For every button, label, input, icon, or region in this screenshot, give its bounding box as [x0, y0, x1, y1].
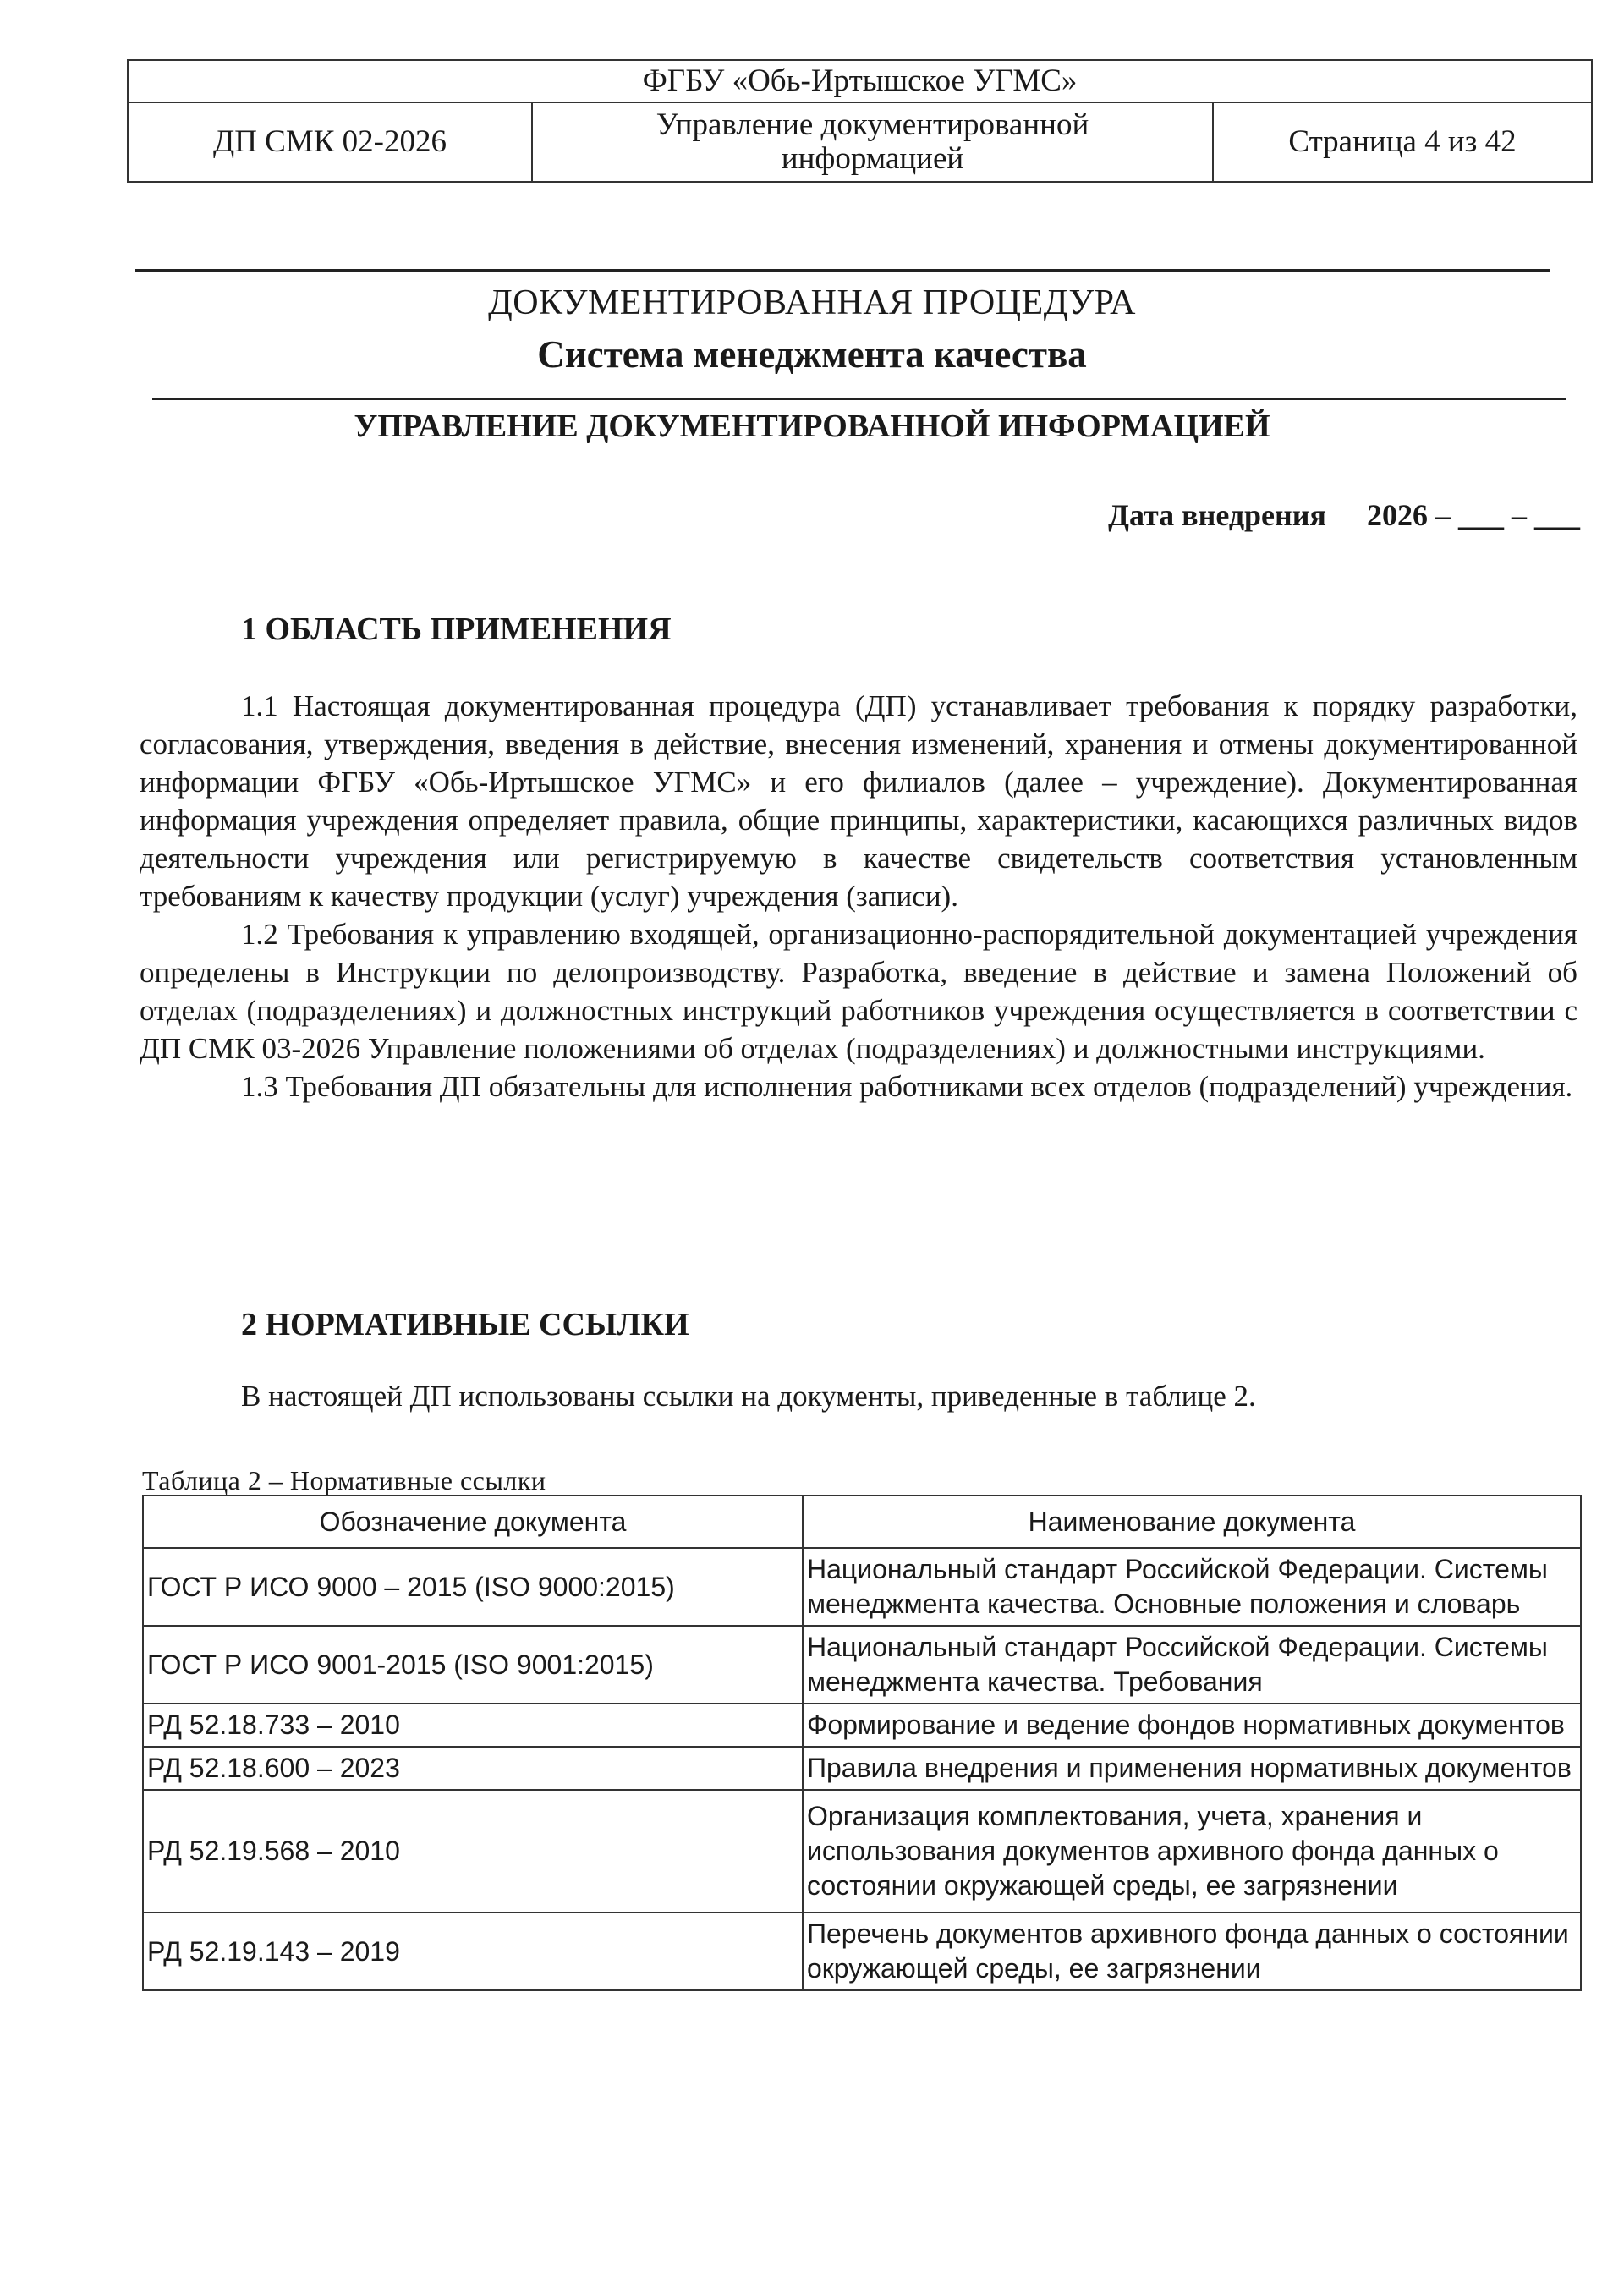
title-top-rule: [135, 269, 1550, 272]
paragraph-1-1: 1.1 Настоящая документированная процедура (ДП) устанавливает требования к порядку разработки, согласования, утверждения, введения в действие, внесения изменений, хранения и отмены документированной информации ФГБУ «Обь-Иртышское УГМС» и его филиалов (далее – учреждение). Документированная информация учреждения определяет правила, общие принципы, характеристики, касающихся различных видов деятельности учреждения или регистрируемую в качестве свидетельств соответствия установленным требованиям к качеству продукции (услуг) учреждения (записи).: [140, 689, 1577, 913]
doc-name-cell: Перечень документов архивного фонда данных о состоянии окружающей среды, ее загрязнении: [803, 1913, 1581, 1990]
header-doc-title-line2: информацией: [781, 141, 964, 176]
table-caption: Таблица 2 – Нормативные ссылки: [142, 1465, 546, 1495]
table-row: [143, 1790, 1581, 1913]
document-name: УПРАВЛЕНИЕ ДОКУМЕНТИРОВАННОЙ ИНФОРМАЦИЕЙ: [354, 409, 1270, 444]
normative-references-table: [142, 1495, 1582, 1991]
doc-name-cell: Национальный стандарт Российской Федерации. Системы менеджмента качества. Требования: [803, 1626, 1581, 1704]
introduction-date-value: 2026 – ___ – ___: [1367, 498, 1580, 532]
doc-name-cell: Национальный стандарт Российской Федерации. Системы менеджмента качества. Основные положения и словарь: [803, 1548, 1581, 1626]
doc-designation-cell: ГОСТ Р ИСО 9000 – 2015 (ISO 9000:2015): [143, 1548, 803, 1626]
document-type: ДОКУМЕНТИРОВАННАЯ ПРОЦЕДУРА: [488, 283, 1136, 322]
doc-designation-cell: РД 52.19.143 – 2019: [143, 1913, 803, 1990]
table-row: [143, 1626, 1581, 1704]
header-doc-code: ДП СМК 02-2026: [128, 102, 532, 182]
document-header-table: [127, 59, 1593, 183]
doc-designation-cell: ГОСТ Р ИСО 9001-2015 (ISO 9001:2015): [143, 1626, 803, 1704]
section-2-title: 2 НОРМАТИВНЫЕ ССЫЛКИ: [241, 1307, 689, 1342]
header-organization: ФГБУ «Обь-Иртышское УГМС»: [128, 60, 1592, 102]
header-doc-title-line1: Управление документированной: [656, 107, 1089, 142]
document-system: Система менеджмента качества: [537, 333, 1087, 376]
column-header-designation: Обозначение документа: [143, 1495, 803, 1548]
section-2-intro: В настоящей ДП использованы ссылки на документы, приведенные в таблице 2.: [241, 1380, 1256, 1413]
paragraph-1-3: 1.3 Требования ДП обязательны для исполнения работниками всех отделов (подразделений) учреждения.: [241, 1070, 1573, 1103]
section-1-body: [140, 687, 1577, 1106]
introduction-date-label: Дата внедрения: [1108, 498, 1326, 532]
header-page-number: Страница 4 из 42: [1213, 102, 1592, 182]
section-1-title: 1 ОБЛАСТЬ ПРИМЕНЕНИЯ: [241, 612, 672, 647]
table-row: [143, 1913, 1581, 1990]
table-row: [143, 1747, 1581, 1790]
doc-designation-cell: РД 52.19.568 – 2010: [143, 1790, 803, 1913]
table-header-row: [143, 1495, 1581, 1548]
header-doc-title: [532, 102, 1213, 182]
introduction-date: [1108, 497, 1580, 533]
column-header-name: Наименование документа: [803, 1495, 1581, 1548]
doc-name-cell: Формирование и ведение фондов нормативных документов: [803, 1704, 1581, 1747]
table-row: [143, 1704, 1581, 1747]
doc-designation-cell: РД 52.18.600 – 2023: [143, 1747, 803, 1790]
doc-designation-cell: РД 52.18.733 – 2010: [143, 1704, 803, 1747]
doc-name-cell: Организация комплектования, учета, хранения и использования документов архивного фонда данных о состоянии окружающей среды, ее загрязнении: [803, 1790, 1581, 1913]
table-row: [143, 1548, 1581, 1626]
paragraph-1-2: 1.2 Требования к управлению входящей, организационно-распорядительной документацией учреждения определены в Инструкции по делопроизводству. Разработка, введение в действие и замена Положений об отделах (подразделениях) и должностных инструкций работников учреждения осуществляется в соответствии с ДП СМК 03-2026 Управление положениями об отделах (подразделениях) и должностными инструкциями.: [140, 918, 1577, 1065]
doc-name-cell: Правила внедрения и применения нормативных документов: [803, 1747, 1581, 1790]
title-bottom-rule: [152, 398, 1566, 400]
